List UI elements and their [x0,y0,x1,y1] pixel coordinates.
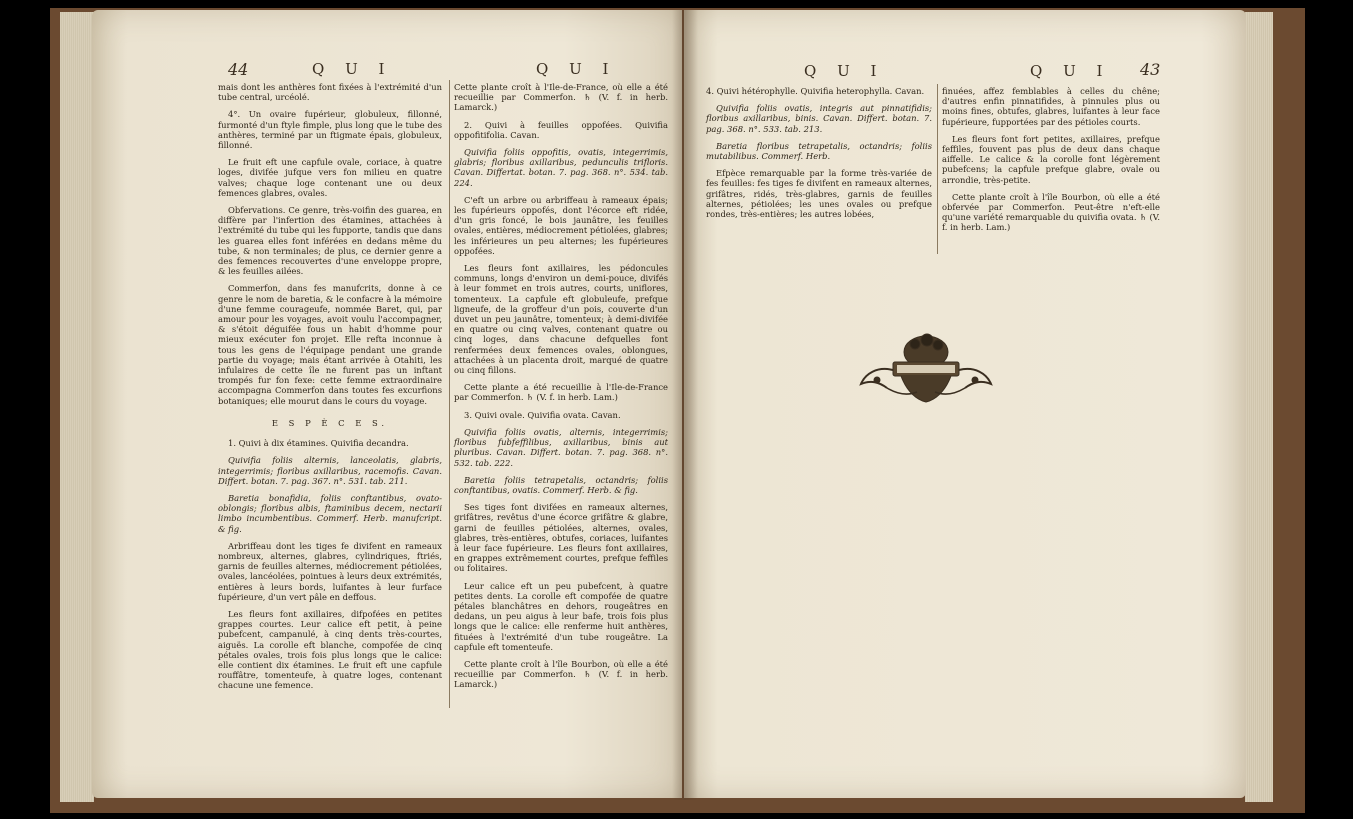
paragraph: mais dont les anthères font fixées à l'extrémité d'un tube central, urcéolé. [218,82,442,103]
paragraph: Cette plante a été recueillie à l'Ile-de-France par Commerfon. ♄ (V. f. in herb. Lam.) [454,382,668,403]
paragraph: Baretia floribus tetrapetalis, octandris; foliis mutabilibus. Commerf. Herb. [706,140,932,162]
paragraph: Le fruit eft une capfule ovale, coriace, à quatre loges, divifée jufque vers fon milieu en quatre valves; chaque loge contenant une ou deux femences glabres, ovales. [218,157,442,198]
running-head-left-col2: Q U I [536,60,617,78]
paragraph: Arbriffeau dont les tiges fe divifent en rameaux nombreux, alternes, glabres, cylindriques, ftriés, garnis de feuilles alternes, médiocrement pétiolées, ovales, lancéolées, pointues à leurs deux extrémités, entières à leurs bords, luifantes à leur furface fupérieure, d'un vert pâle en deffous. [218,540,442,602]
page-edges-left [60,12,94,802]
paragraph: Obfervations. Ce genre, très-voifin des guarea, en diffère par l'infertion des étamines, attachées à l'extrémité du tube qui les fupporte, tandis que dans les guarea elles font inférées en dedans même du tube, & non terminales; de plus, ce dernier genre a des femences recouvertes d'une enveloppe propre, & les feuilles ailées. [218,205,442,277]
page-edges-right [1245,12,1273,802]
species-heading: 4. Quivi hétérophylle. Quivifia heterophylla. Cavan. [706,86,925,96]
paragraph: Cette plante croît à l'Ile-de-France, où elle a été recueillie par Commerfon. ♄ (V. f. in herb. Lamarck.) [454,82,668,113]
left-page-column-2 [454,82,668,697]
paragraph: Commerfon, dans fes manufcrits, donne à ce genre le nom de baretia, & le confacre à la mémoire d'une femme courageufe, nommée Baret, qui, par amour pour les voyages, avoit voulu l'accompagner, & s'étoit déguifée fous un habit d'homme pour mieux exécuter fon projet. Elle refta inconnue à tous les gens de l'équipage pendant une grande partie du voyage; mais étant arrivée à Otahiti, les infulaires de cette île ne furent pas un inftant trompés fur fon fexe: cette femme extraordinaire accompagna Commerfon dans toutes fes excurfions botaniques; elle mourut dans le cours du voyage. [218,283,442,406]
species-heading: 3. Quivi ovale. Quivifia ovata. Cavan. [464,409,621,420]
right-page-column-1 [706,86,932,226]
paragraph: Cette plante croît à l'île Bourbon, où elle a été recueillie par Commerfon. ♄ (V. f. in herb. Lamarck.) [454,658,668,690]
paragraph: Les fleurs font axillaires, difpofées en petites grappes courtes. Leur calice eft petit, à peine pubefcent, campanulé, à cinq dents très-courtes, aiguës. La corolle eft blanche, compofée de cinq pétales ovales, trois fois plus longs que le calice: elle contient dix étamines. Le fruit eft une capfule rouffâtre, tomenteufe, à quatre loges, contenant chacune une femence. [218,608,442,691]
paragraph: Baretia bonafidia, foliis conftantibus, ovato-oblongis; floribus albis, ftaminibus decem, nectarii limbo incumbentibus. Commerf. Herb. manufcript. & fig. [218,492,442,534]
running-head-left-col1: Q U I [312,60,393,78]
page-number-right: 43 [1140,60,1161,79]
species-heading: 2. Quivi à feuilles oppofées. Quivifia oppofitifolia. Cavan. [454,119,668,140]
paragraph: Quivifia foliis alternis, lanceolatis, glabris, integerrimis; floribus axillaribus, racemofis. Cavan. Differt. botan. 7. pag. 367. n°. 531. tab. 211. [218,455,442,486]
paragraph: C'eft un arbre ou arbriffeau à rameaux épais; les fupérieurs oppofés, dont l'écorce eft ridée, d'un gris foncé, le bois jaunâtre, les feuilles ovales, entières, médiocrement pétiolées, glabres; les inférieures un peu alternes; les fupérieures oppofées. [454,194,668,256]
paragraph: Les fleurs font fort petites, axillaires, prefque feffiles, fouvent pas plus de deux dans chaque aiffelle. Le calice & la corolle font légèrement pubefcens; la capfule prefque glabre, ovale ou arrondie, très-petite. [942,133,1160,185]
species-heading: 1. Quivi à dix étamines. Quivifia decandra. [228,438,409,449]
paragraph: Quivifia foliis ovatis, integris aut pinnatifidis; floribus axillaribus, binis. Cavan. Differt. botan. 7. pag. 368. n°. 533. tab. 213. [706,103,932,134]
book-gutter [672,10,698,800]
paragraph: Cette plante croît à l'île Bourbon, où elle a été obfervée par Commerfon. Peut-être n'eft-elle qu'une variété remarquable du quivifia ovata. ♄ (V. f. in herb. Lam.) [942,191,1160,233]
paragraph: Quivifia foliis ovatis, alternis, integerrimis; floribus fubfeffilibus, axillaribus, binis aut pluribus. Cavan. Differt. botan. 7. pag. 368. n°. 532. tab. 222. [454,426,668,468]
paragraph: Leur calice eft un peu pubefcent, à quatre petites dents. La corolle eft compofée de quatre pétales blanchâtres en dehors, rougeâtres en dedans, un peu aigus à leur bafe, trois fois plus longs que le calice: elle renferme huit anthères, fituées à l'extrémité d'un tube rougeâtre. La capfule eft tomenteufe. [454,580,668,652]
paragraph: Baretia foliis tetrapetalis, octandris; foliis conftantibus, ovatis. Commerf. Herb. & fig. [454,474,668,495]
running-head-right-col1: Q U I [804,62,885,80]
paragraph: Quivifia foliis oppofitis, ovatis, integerrimis, glabris; floribus axillaribus, pedunculis trifloris. Cavan. Differtat. botan. 7. pag. 368. n°. 534. tab. 224. [454,147,668,188]
fleuron-ornament-icon [857,322,995,410]
paragraph: finuées, affez femblables à celles du chêne; d'autres enfin pinnatifides, à pinnules plus ou moins fines, obtufes, glabres, luifantes à leur face fupérieure, fupportées par des pétioles courts. [942,86,1160,127]
section-heading-especes: E S P È C E S. [271,417,389,428]
column-rule-left [449,80,450,708]
right-page-column-2 [942,86,1160,240]
paragraph: Efpèce remarquable par la forme très-variée de fes feuilles: fes tiges fe divifent en rameaux alternes, grifâtres, ridés, très-glabres, garnis de feuilles alternes, pétiolées; les unes ovales ou prefque rondes, très-entières; les autres lobées, [706,168,932,220]
paragraph: Ses tiges font divifées en rameaux alternes, grifâtres, revêtus d'une écorce grifâtre & glabre, garni de feuilles pétiolées, alternes, ovales, glabres, très-entières, obtufes, coriaces, luifantes à leur face fupérieure. Les fleurs font axillaires, en grappes extrêmement courtes, prefque feffiles ou folitaires. [454,502,668,574]
running-head-right-col2: Q U I [1030,62,1111,80]
page-number-left: 44 [228,60,249,79]
left-page-column-1 [218,82,442,698]
column-rule-right [937,84,938,254]
paragraph: 4°. Un ovaire fupérieur, globuleux, fillonné, furmonté d'un ftyle fimple, plus long que le tube des anthères, terminé par un ftigmate épais, globuleux, fillonné. [218,109,442,151]
paragraph: Les fleurs font axillaires, les pédoncules communs, longs d'environ un demi-pouce, divifés à leur fommet en trois autres, courts, uniflores, tomenteux. La capfule eft globuleufe, prefque ligneufe, de la groffeur d'un pois, couverte d'un duvet un peu jaunâtre, tomenteux; à demi-divifée en quatre ou cinq valves, contenant quatre ou cinq loges, dans chacune defquelles font renfermées deux femences ovales, oblongues, attachées à un placenta droit, marqué de quatre ou cinq fillons. [454,263,668,376]
